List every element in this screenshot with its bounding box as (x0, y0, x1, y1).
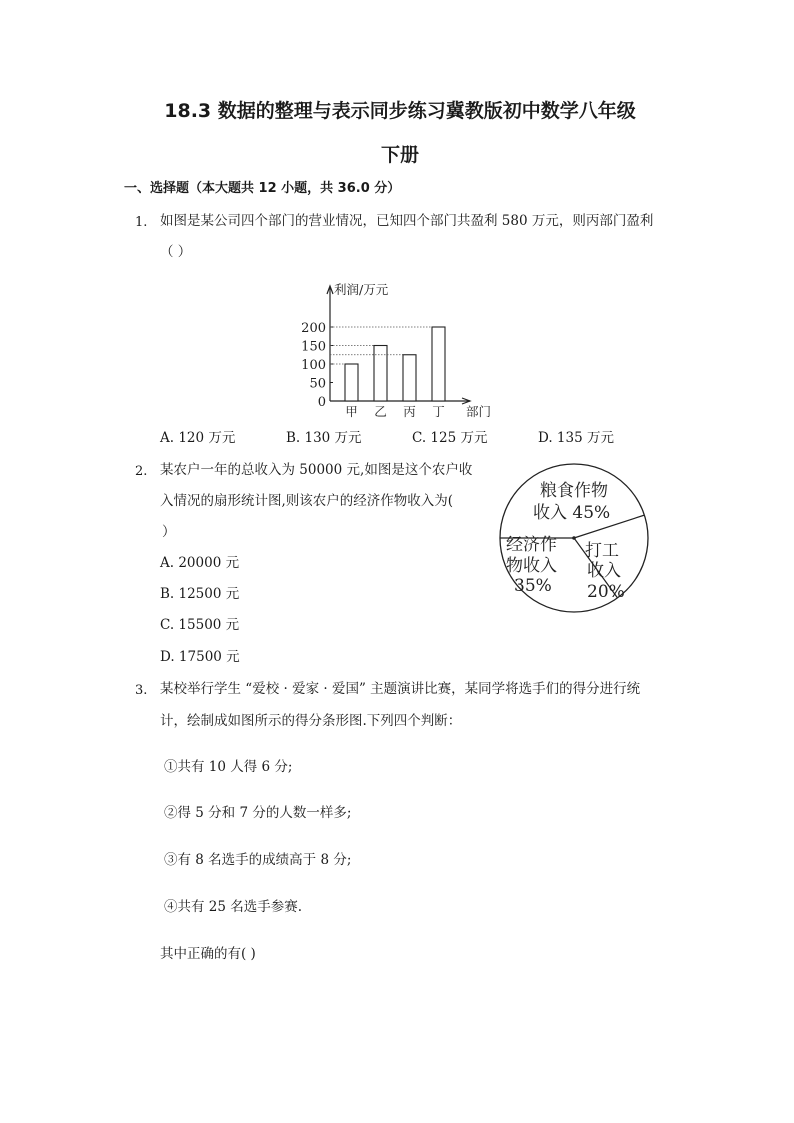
q3-statement-2: ②得 5 分和 7 分的人数一样多; (164, 805, 352, 821)
pie-label-economic: 35% (514, 576, 552, 596)
pie-label-economic: 物收入 (506, 556, 557, 576)
x-tick-label: 丁 (432, 404, 445, 419)
q2-option-d[interactable]: D. 17500 元 (160, 649, 240, 665)
y-tick-label: 0 (317, 395, 326, 410)
x-tick-label: 丙 (403, 404, 416, 419)
y-tick-label: 50 (309, 376, 326, 392)
bar (345, 364, 358, 401)
q2-text-line2: 入情况的扇形统计图,则该农户的经济作物收入为( (160, 493, 454, 509)
section-heading: 一、选择题（本大题共 12 小题，共 36.0 分） (124, 181, 401, 196)
bar (374, 346, 387, 402)
pie-label-economic: 经济作 (506, 535, 557, 555)
q3-number: 3. (135, 683, 148, 698)
q3-statement-4: ④共有 25 名选手参赛. (164, 899, 303, 915)
q3-closing: 其中正确的有( ) (160, 946, 256, 962)
y-axis-title: 利润/万元 (334, 282, 389, 297)
q3-statement-3: ③有 8 名选手的成绩高于 8 分; (164, 852, 352, 868)
page-title: 18.3 数据的整理与表示同步练习冀教版初中数学八年级 (164, 100, 636, 122)
bar (403, 355, 416, 401)
bar (432, 327, 445, 401)
pie-label-work: 20% (587, 582, 625, 602)
q2-option-b[interactable]: B. 12500 元 (160, 586, 240, 602)
y-tick-label: 100 (301, 358, 326, 373)
q2-text-line1: 某农户一年的总收入为 50000 元,如图是这个农户收 (160, 462, 473, 478)
q1-text-paren: （ ） (160, 244, 192, 260)
q2-text-line3: ） (162, 524, 176, 540)
pie-center (572, 536, 576, 540)
page-title-line2: 下册 (380, 144, 419, 166)
pie-label-work: 打工 (585, 541, 619, 561)
x-tick-label: 乙 (374, 404, 387, 419)
q2-option-a[interactable]: A. 20000 元 (160, 555, 240, 571)
y-tick-label: 200 (301, 321, 326, 336)
profit-bar-chart (300, 276, 510, 426)
q3-text-line2: 计，绘制成如图所示的得分条形图.下列四个判断： (160, 713, 462, 729)
q1-option-b[interactable]: B. 130 万元 (286, 430, 362, 446)
q1-option-c[interactable]: C. 125 万元 (412, 430, 488, 446)
q3-text-line1: 某校举行学生 “爱校 · 爱家 · 爱国” 主题演讲比赛，某同学将选手们的得分进行统 (160, 681, 641, 697)
income-pie-chart (490, 460, 662, 620)
y-tick-label: 150 (301, 339, 326, 355)
q1-option-d[interactable]: D. 135 万元 (538, 430, 614, 446)
x-tick-label: 甲 (345, 404, 358, 419)
q1-option-a[interactable]: A. 120 万元 (160, 430, 236, 446)
pie-label-work: 收入 (587, 561, 621, 581)
q3-statement-1: ①共有 10 人得 6 分; (164, 759, 293, 775)
pie-label-grain: 粮食作物 (540, 481, 608, 501)
x-axis-title: 部门 (466, 404, 492, 419)
q2-number: 2. (135, 464, 148, 479)
q1-number: 1. (135, 215, 148, 230)
pie-label-grain: 收入 45% (533, 503, 611, 523)
q2-option-c[interactable]: C. 15500 元 (160, 617, 240, 633)
q1-text: 如图是某公司四个部门的营业情况，已知四个部门共盈利 580 万元，则丙部门盈利 (160, 213, 654, 229)
